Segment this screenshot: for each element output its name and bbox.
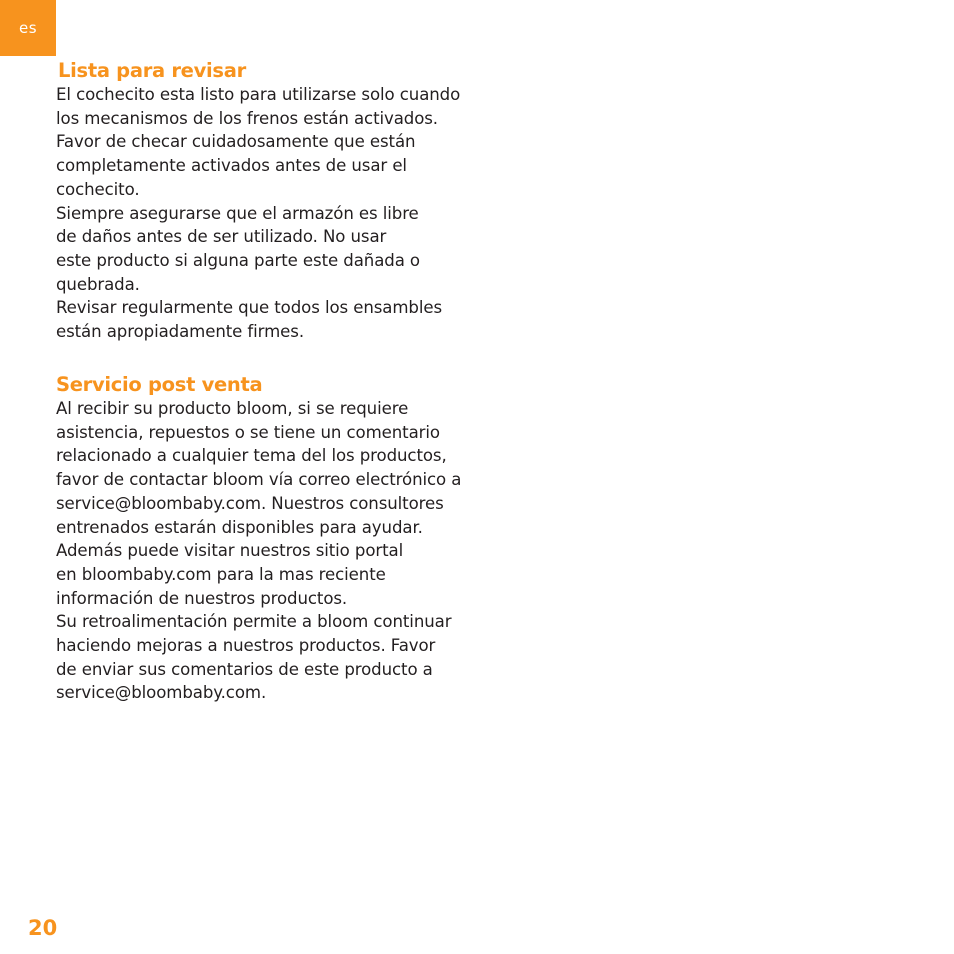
after-sales-section xyxy=(56,373,476,705)
checklist-section xyxy=(56,59,476,344)
language-tab: es xyxy=(0,0,56,56)
checklist-body: El cochecito esta listo para utilizarse solo cuando los mecanismos de los frenos están activados. Favor de checar cuidadosamente que están completamente activados antes de usar el cochecito. Siempre asegurarse que el armazón es libre de daños antes de ser utilizado. No usar este producto si alguna parte este dañada o quebrada. Revisar regularmente que todos los ensambles están apropiadamente firmes. xyxy=(56,85,461,342)
page-number: 20 xyxy=(28,916,58,940)
after-sales-body: Al recibir su producto bloom, si se requiere asistencia, repuestos o se tiene un comentario relacionado a cualquier tema del los productos, favor de contactar bloom vía correo electrónico a service@bloombaby.com. Nuestros consultores entrenados estarán disponibles para ayudar. Además puede visitar nuestros sitio portal en bloombaby.com para la mas reciente información de nuestros productos. Su retroalimentación permite a bloom continuar haciendo mejoras a nuestros productos. Favor de enviar sus comentarios de este producto a service@bloombaby.com. xyxy=(56,399,462,703)
checklist-heading: Lista para revisar xyxy=(58,59,246,82)
after-sales-heading: Servicio post venta xyxy=(56,373,263,396)
